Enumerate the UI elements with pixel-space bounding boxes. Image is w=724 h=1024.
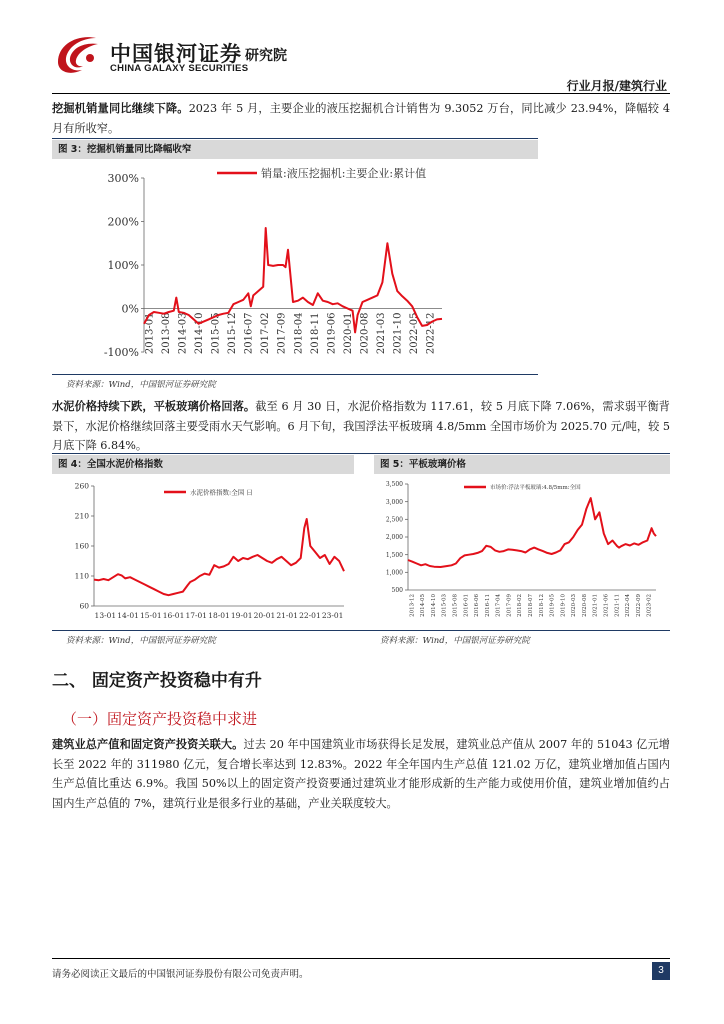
- figure-top-rule: [52, 138, 538, 139]
- subsection-heading: （一）固定资产投资稳中求进: [62, 710, 258, 728]
- x-tick-label: 2019-05: [549, 594, 556, 617]
- figure-source: 资料来源：Wind，中国银河证券研究院: [380, 636, 530, 646]
- figure-title: 图 3：挖掘机销量同比降幅收窄: [52, 140, 538, 159]
- figure-bottom-rule: [52, 374, 538, 375]
- section-heading: 二、 固定资产投资稳中有升: [52, 671, 262, 691]
- glass-price-chart: [374, 476, 670, 628]
- galaxy-logo-icon: [52, 32, 102, 76]
- y-tick-label: 2,500: [385, 516, 403, 524]
- y-tick-label: 500: [391, 587, 403, 595]
- x-tick-label: 2021-11: [614, 594, 621, 617]
- paragraph-cement-glass: [52, 397, 670, 456]
- x-tick-label: 2017-09: [276, 312, 288, 355]
- x-tick-label: 2014-03: [177, 312, 189, 355]
- y-tick-label: 100%: [107, 258, 139, 272]
- page-number: 3: [652, 962, 670, 980]
- x-tick-label: 2014-10: [193, 312, 205, 355]
- report-tag: 行业月报/建筑行业: [566, 79, 667, 93]
- y-tick-label: 260: [74, 481, 89, 491]
- paragraph-text: 过去 20 年中国建筑业市场获得长足发展，建筑业总产值从 2007 年的 51043 亿元增长至 2022 年的 311980 亿元，复合增长率达到 12.83%。2022 年全年国内生产总值 121.02 万亿，建筑业增加值占国内生产总值比重达 6.9%。我国 50%以上的固定资产投资要通过建筑业才能形成新的生产能力或使用价值，建筑业增加值约占国内生产总值的 7%，建筑行业是很多行业的基础，产业关联度较大。: [52, 738, 670, 810]
- institute-label: 研究院: [245, 48, 287, 64]
- x-tick-label: 22-01: [299, 611, 321, 620]
- y-tick-label: 200%: [107, 215, 139, 229]
- y-tick-label: 210: [74, 511, 89, 521]
- x-tick-label: 2016-07: [243, 312, 255, 355]
- y-tick-label: 2,000: [385, 534, 403, 542]
- legend-label: 市场价:浮法平板玻璃:4.8/5mm:全国: [490, 484, 581, 491]
- x-tick-label: 2022-12: [425, 312, 437, 355]
- series-line: [94, 519, 344, 595]
- brand-name-cn: 中国银河证券: [110, 42, 242, 66]
- x-tick-label: 16-01: [162, 611, 185, 620]
- x-tick-label: 2013-08: [160, 312, 172, 355]
- x-tick-label: 2022-09: [635, 594, 642, 617]
- x-tick-label: 17-01: [185, 611, 208, 620]
- footer-disclaimer: 请务必阅读正文最后的中国银河证券股份有限公司免责声明。: [52, 969, 309, 980]
- x-tick-label: 2021-03: [376, 312, 388, 355]
- x-tick-label: 19-01: [230, 611, 253, 620]
- footer-rule: [52, 958, 670, 959]
- y-tick-label: 1,500: [385, 551, 403, 559]
- x-tick-label: 2018-12: [538, 594, 545, 617]
- x-tick-label: 2020-01: [342, 312, 354, 355]
- y-tick-label: 60: [79, 601, 89, 611]
- y-tick-label: 1,000: [385, 569, 403, 577]
- x-tick-label: 2019-10: [560, 594, 567, 617]
- x-tick-label: 2022-04: [625, 594, 632, 617]
- paragraph-lead: 建筑业总产值和固定资产投资关联大。: [52, 738, 244, 751]
- x-tick-label: 2014-05: [420, 594, 427, 617]
- paragraph-construction: [52, 735, 670, 813]
- x-tick-label: 2022-05: [409, 312, 421, 355]
- y-tick-label: -100%: [103, 345, 139, 359]
- x-tick-label: 2020-08: [359, 312, 371, 355]
- x-tick-label: 2021-10: [392, 312, 404, 355]
- x-tick-label: 2014-10: [430, 594, 437, 617]
- x-tick-label: 2020-08: [581, 594, 588, 617]
- figure-title: 图 5：平板玻璃价格: [374, 455, 670, 474]
- x-tick-label: 2015-08: [452, 594, 459, 617]
- x-tick-label: 2016-06: [474, 594, 481, 617]
- x-tick-label: 2020-03: [571, 594, 578, 617]
- figure-title: 图 4：全国水泥价格指数: [52, 455, 354, 474]
- x-tick-label: 14-01: [117, 611, 139, 620]
- x-tick-label: 2013-01: [144, 312, 156, 355]
- series-line: [408, 498, 656, 567]
- x-tick-label: 2015-12: [227, 312, 239, 355]
- cement-price-chart: [52, 476, 354, 628]
- x-tick-label: 2023-02: [646, 594, 653, 617]
- x-tick-label: 20-01: [253, 611, 276, 620]
- y-tick-label: 300%: [107, 171, 139, 185]
- legend-label: 销量:液压挖掘机:主要企业:累计值: [261, 166, 427, 180]
- x-tick-label: 21-01: [276, 611, 298, 620]
- x-tick-label: 2017-02: [260, 312, 272, 355]
- legend-label: 水泥价格指数:全国 日: [190, 488, 253, 497]
- paragraph-lead: 挖掘机销量同比继续下降。: [52, 102, 189, 115]
- x-tick-label: 2015-05: [210, 312, 222, 355]
- x-tick-label: 18-01: [208, 611, 230, 620]
- x-tick-label: 2017-04: [495, 594, 502, 617]
- paragraph-excavator: [52, 99, 670, 138]
- x-tick-label: 2021-06: [603, 594, 610, 617]
- x-tick-label: 15-01: [140, 611, 162, 620]
- y-tick-label: 3,500: [385, 481, 403, 489]
- x-tick-label: 2018-11: [309, 312, 321, 355]
- figure-source: 资料来源：Wind，中国银河证券研究院: [66, 636, 216, 646]
- y-tick-label: 0%: [121, 302, 139, 316]
- x-tick-label: 2019-06: [326, 312, 338, 355]
- x-tick-label: 2015-03: [441, 594, 448, 617]
- brand-name-en: CHINA GALAXY SECURITIES: [110, 63, 249, 74]
- x-tick-label: 2017-09: [506, 594, 513, 617]
- x-tick-label: 2016-11: [484, 594, 491, 617]
- figure-source: 资料来源：Wind，中国银河证券研究院: [66, 380, 216, 390]
- x-tick-label: 13-01: [94, 611, 117, 620]
- x-tick-label: 2018-07: [528, 594, 534, 617]
- x-tick-label: 2018-02: [517, 594, 524, 617]
- y-tick-label: 3,000: [385, 498, 403, 506]
- y-tick-label: 160: [74, 541, 89, 551]
- excavator-sales-chart: [52, 160, 538, 372]
- x-tick-label: 2016-01: [463, 594, 470, 617]
- paragraph-lead: 水泥价格持续下跌，平板玻璃价格回落。: [52, 400, 256, 413]
- figure-top-rule: [52, 453, 670, 454]
- paragraph-text: 2023 年 5 月，主要企业的液压挖掘机合计销售为 9.3052 万台，同比减少 23.94%，降幅较 4 月有所收窄。: [52, 102, 670, 135]
- y-tick-label: 110: [74, 571, 89, 581]
- x-tick-label: 23-01: [321, 611, 344, 620]
- x-tick-label: 2013-12: [409, 594, 416, 617]
- paragraph-text: 截至 6 月 30 日，水泥价格指数为 117.61，较 5 月底下降 7.06%，需求弱平衡背景下，水泥价格继续回落主要受雨水天气影响。6 月下旬，我国浮法平板玻璃 4.8/5mm 全国市场价为 2025.70 元/吨，较 5 月底下降 6.84%。: [52, 400, 670, 452]
- x-tick-label: 2018-04: [293, 312, 305, 355]
- header-rule: [52, 93, 670, 94]
- figure-bottom-rule: [52, 630, 670, 631]
- x-tick-label: 2021-01: [592, 594, 599, 617]
